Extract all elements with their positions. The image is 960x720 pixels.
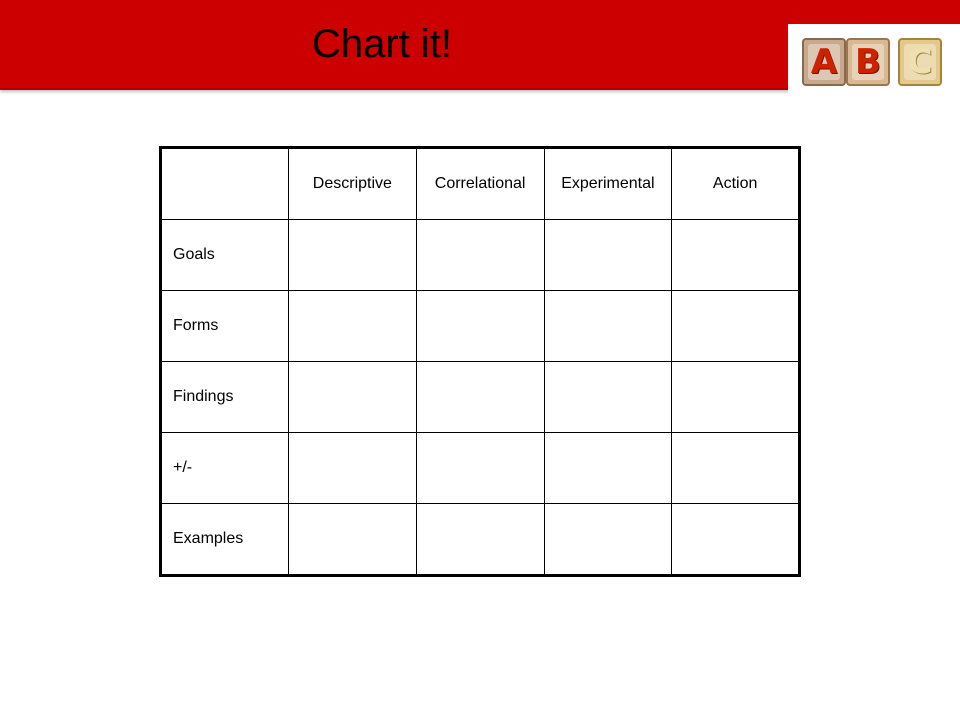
table-cell: [416, 362, 544, 433]
table-cell: [672, 220, 800, 291]
row-label-goals: Goals: [161, 220, 289, 291]
block-letter-b: B: [855, 42, 881, 82]
table-header-row: [161, 148, 800, 220]
table-cell: [672, 291, 800, 362]
row-label-pros-cons: +/-: [161, 433, 289, 504]
header-cell-descriptive: Descriptive: [289, 148, 417, 220]
header-cell-action: Action: [672, 148, 800, 220]
table-cell: [672, 504, 800, 576]
table-cell: [289, 291, 417, 362]
table-cell: [289, 362, 417, 433]
table-cell: [416, 433, 544, 504]
table-cell: [416, 504, 544, 576]
block-letter-a: A: [810, 42, 838, 82]
block-b-icon: [846, 38, 890, 86]
table-cell: [416, 220, 544, 291]
row-label-forms: Forms: [161, 291, 289, 362]
row-label-findings: Findings: [161, 362, 289, 433]
table-row: [161, 220, 800, 291]
block-letter-c: C: [907, 42, 933, 82]
research-methods-table: [159, 146, 801, 577]
header-cell-correlational: Correlational: [416, 148, 544, 220]
header-cell-corner: [161, 148, 289, 220]
table-cell: [289, 433, 417, 504]
slide-title: Chart it!: [312, 22, 453, 66]
table-cell: [544, 362, 672, 433]
table-cell: [289, 220, 417, 291]
table-cell: [544, 291, 672, 362]
table-row: [161, 291, 800, 362]
table-cell: [544, 433, 672, 504]
table-row: [161, 433, 800, 504]
header-cell-experimental: Experimental: [544, 148, 672, 220]
table-cell: [416, 291, 544, 362]
table-cell: [544, 220, 672, 291]
abc-blocks-icon: [788, 24, 960, 96]
table-row: [161, 362, 800, 433]
block-a-icon: [802, 38, 846, 86]
table-cell: [544, 504, 672, 576]
table-row: [161, 504, 800, 576]
block-c-icon: [898, 38, 942, 86]
table-cell: [672, 433, 800, 504]
row-label-examples: Examples: [161, 504, 289, 576]
table-cell: [672, 362, 800, 433]
table-cell: [289, 504, 417, 576]
